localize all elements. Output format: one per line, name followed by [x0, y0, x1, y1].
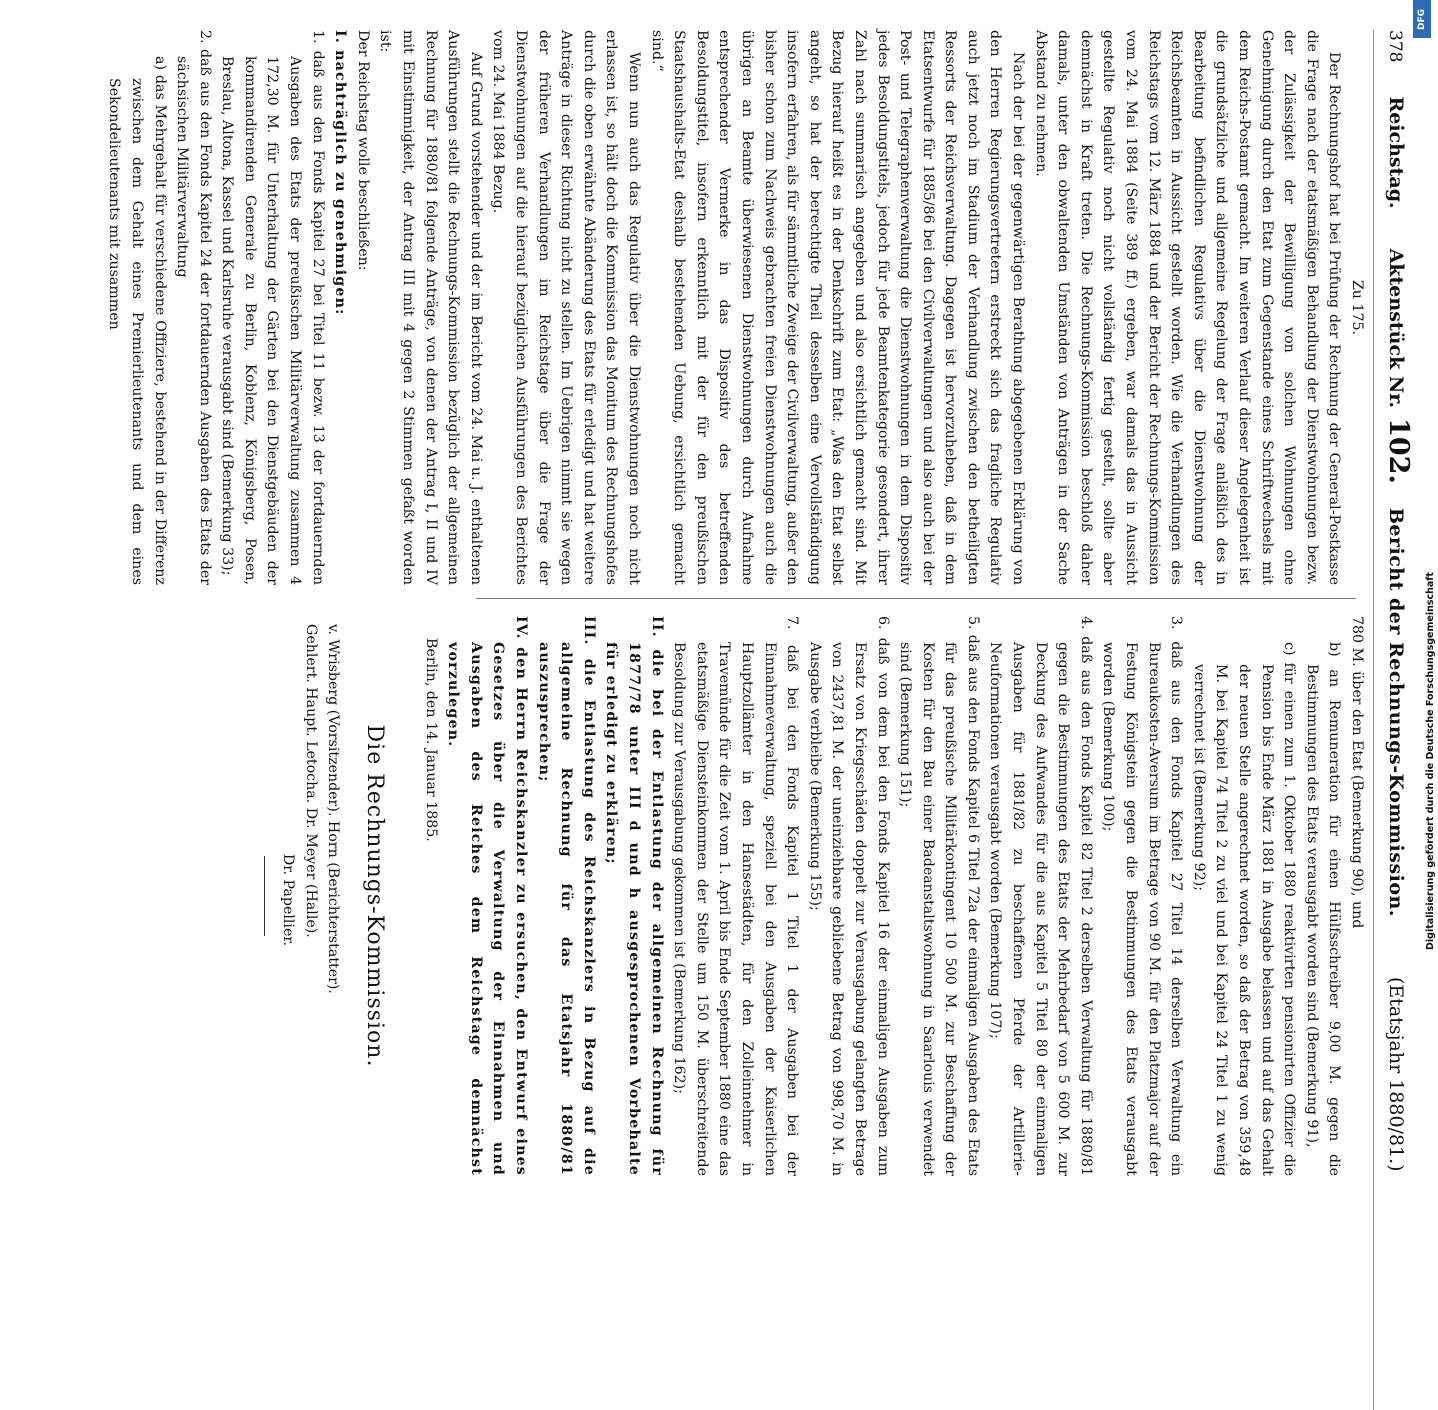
page-header	[1373, 30, 1414, 1410]
list-item: 6. daß von dem bei den Fonds Kapitel 16 der einmaligen Ausgaben zum Ersatz von Kriegsschäden doppelt zur Verausgabung gelangten Betrage von 2437,81 M. der uneinziehbare gebliebene Betrag von 998,70 M. in Ausgabe verbleibe (Bemerkung 155);	[806, 616, 891, 1176]
left-column	[103, 30, 1368, 585]
header-aktenstueck: Aktenstück Nr.	[1385, 248, 1407, 409]
list-item: 4. daß aus den Fonds Kapitel 82 Titel 2 derselben Verwaltung für 1880/81 gegen die Bestimmungen des Etats der Mehrbedarf von 5 600 M. zur Deckung des Aufwandes für die aus Kapitel 5 Titel 80 der einmaligen Ausgaben für 1881/82 zu beschaffenen Pferde der Artillerie-Neuformationen verausgabt worden (Bemerkung 107);	[987, 616, 1094, 1176]
section-label: Zu 175.	[1349, 279, 1365, 336]
header-reichstag: Reichstag.	[1385, 96, 1407, 209]
paragraph: Auf Grund vorstehender und der im Bericht vom 24. Mai u. J. enthaltenen Ausführungen stellt die Rechnungs-Kommission bezüglich der allgemeinen Rechnung für 1880/81 folgende Anträge, von denen der Antrag I, II und IV mit Einstimmigkeit, der Antrag III mit 4 gegen 2 Stimmen gefaßt worden ist:	[377, 30, 484, 585]
header-fiscal-year: (Etatsjahr 1880/81.)	[1385, 977, 1407, 1172]
paragraph: Der Rechnungshof hat bei Prüfung der Rechnung der General-Postkasse die Frage nach der etatsmäßigen Behandlung der Dienstwohnungen bezw. der Zulässigkeit der Bewilligung von solchen Wohnungen ohne Genehmigung durch den Etat zum Gegenstande eines Schriftwechsels mit dem Reichs-Postamt gemacht. Im weiteren Verlauf dieser Angelegenheit ist die grundsätzliche und allgemeine Regelung der Frage anläßlich des in Bearbeitung befindlichen Regulativs über die Dienstwohnung der Reichsbeamten in Aussicht gestellt worden. Wie die Verhandlungen des Reichstags vom 12. März 1884 und der Bericht der Rechnungs-Kommission vom 24. Mai 1884 (Seite 389 ff.) ergeben, war damals das in Aussicht gestellte Regulativ noch nicht vollständig fertig gestellt, sollte aber demnächst in Kraft treten. Die Rechnungs-Kommission beschloß daher damals, unter den obwaltenden Umständen von Anträgen in der Sache Abstand zu nehmen.	[1032, 30, 1343, 585]
signature-line: v. Wrisberg (Vorsitzender). Horn (Berichterstatter).	[325, 624, 342, 994]
page-number: 378	[1385, 30, 1405, 63]
closing-rule	[264, 856, 265, 936]
list-subitem: a) das Mehrgehalt für verschiedene Offiziere, bestehend in der Differenz zwischen dem Gehalt eines Premierlieutenants und dem eines Sekondelieutenants mit zusammen	[106, 56, 168, 585]
header-title: Bericht der Rechnungs-Kommission.	[1385, 507, 1407, 917]
right-column	[252, 616, 1368, 1176]
commission-heading: Die Rechnungs-Kommission.	[362, 724, 388, 1068]
list-item: 1. daß aus den Fonds Kapitel 27 bei Titel 11 bezw. 13 der fortdauernden Ausgaben des Etats der preußischen Militärverwaltung zusammen 4 172,30 M. für Unterhaltung der Gärten bei den Dienstgebäuden der kommandirenden Generale zu Berlin, Koblenz, Königsberg, Posen, Breslau, Altona, Kassel und Karlsruhe verausgabt sind (Bemerkung 33);	[219, 30, 326, 585]
list-item: 3. daß aus den Fonds Kapitel 27 Titel 14 derselben Verwaltung ein Bureaukosten-Aversum im Betrage von 90 M. für den Platzmajor auf der Festung Königstein gegen die Bestimmungen des Etats verausgabt worden (Bemerkung 100);	[1100, 616, 1185, 1176]
dfg-logo: DFG	[1413, 0, 1431, 38]
list-item: 7. daß bei den Fonds Kapitel 1 Titel 1 der Ausgaben bei der Einnahmeverwaltung, speziell bei den Ausgaben der Kaiserlichen Hauptzollämter in den Hansestädten, für den Zolleinnehmer in Travemünde für die Zeit vom 1. April bis Ende September 1880 eine das etatsmäßige Diensteinkommen der Stelle um 150 M. überschreitende Besoldung zur Verausgabung gekommen ist (Bemerkung 162);	[671, 616, 801, 1176]
resolution-heading: I. nachträglich zu genehmigen:	[332, 30, 349, 316]
paragraph: Wenn nun auch das Regulativ über die Dienstwohnungen noch nicht erlassen ist, so hält doch die Kommission das Monitum des Rechnungshofes durch die oben erwähnte Abänderung des Etats für erledigt und hat weitere Anträge in dieser Richtung nicht zu stellen. Im Uebrigen nimmt sie wegen der früheren Verhandlungen im Reichstage über die Frage der Dienstwohnungen auf die hierauf bezüglichen Ausführungen des Berichtes vom 24. Mai 1884 Bezug.	[490, 30, 642, 585]
list-item: 2. daß aus den Fonds Kapitel 24 der fortdauernden Ausgaben des Etats der sächsischen Militärverwaltung	[174, 30, 213, 585]
resolution-item: IV. den Herrn Reichskanzler zu ersuchen, den Entwurf eines Gesetzes über die Verwaltung der Einnahmen und Ausgaben des Reiches dem Reichstage demnächst vorzulegen.	[445, 616, 530, 1176]
signature-line: Gehlert. Haupt. Letocha. Dr. Meyer (Halle).	[302, 624, 319, 938]
paragraph: Nach der bei der gegenwärtigen Berathung abgegebenen Erklärung von den Herren Regierungsvertretern erstreckt sich das fragliche Regulativ auch jetzt noch im Stadium der Verhandlung zwischen den betheiligten Ressorts der Reichsverwaltung. Dagegen ist hervorzuheben, daß in dem Etatsentwurfe für 1885/86 bei den Civilverwaltungen und also auch bei der Post- und Telegraphenverwaltung die Dienstwohnungen in dem Dispositiv jedes Besoldungstitels, jedoch für jede Beamtenkategorie gesondert, ihrer Zahl nach summarisch angegeben und also ersichtlich gemacht sind. Mit Bezug hierauf heißt es in der Denkschrift zum Etat: „Was den Etat selbst angeht, so hat der berechtigte Theil desselben eine Vervollständigung insofern erfahren, als für sämmtliche Zweige der Civilverwaltung, außer den bisher schon zum Nachweis gebrachten freien Dienstwohnungen auch die übrigen an Beamte überwiesenen Dienstwohnungen durch Aufnahme entsprechender Vermerke in das Dispositiv des betreffenden Besoldungstitel, insofern erkenntlich mit der für den preußischen Staatshaushalts-Etat deshalb bestehenden Uebung, ersichtlich gemacht sind.“	[648, 30, 1027, 585]
signature-line: Dr. Papellier.	[280, 853, 297, 947]
list-subitem: c) für einen zum 1. Oktober 1880 reaktivirten pensionirten Offizier die Pension bis Ende März 1881 in Ausgabe belassen und auf das Gehalt der neuen Stelle angerechnet worden, so daß der Betrag von 359,48 M. bei Kapitel 74 Titel 2 zu viel und bei Kapitel 24 Titel 1 zu wenig verrechnet ist (Bemerkung 92);	[1190, 642, 1298, 1176]
resolution-item: III. die Entlastung des Reichskanzlers in Bezug auf die allgemeine Rechnung für das Etatsjahr 1880/81 auszusprechen;	[535, 616, 597, 1176]
resolution-item: II. die bei der Entlastung der allgemeinen Rechnung für 1877/78 unter III d und h ausgesprochenen Vorbehalte für erledigt zu erklären;	[603, 616, 665, 1176]
paragraph: 780 M. über den Etat (Bemerkung 90), und	[1349, 616, 1365, 929]
header-document-number: 102.	[1383, 418, 1414, 484]
digitization-note	[1422, 572, 1438, 950]
date-line: Berlin, den 14. Januar 1885.	[422, 638, 439, 842]
list-item: 5. daß aus den Fonds Kapitel 6 Titel 72a der einmaligen Ausgaben des Etats für das preußische Militärkontingent 10 500 M. zur Beschaffung der Kosten für den Bau einer Badeanstaltswohnung in Saarlouis verwendet sind (Bemerkung 151);	[897, 616, 981, 1176]
list-subitem: b) an Remuneration für einen Hülfsschreiber 9,00 M. gegen die Bestimmungen des Etats verausgabt worden sind (Bemerkung 91),	[1303, 642, 1343, 1176]
resolution-intro: Der Reichstag wolle beschließen:	[354, 30, 371, 271]
column-divider	[476, 598, 1356, 599]
digitization-note-text: Digitalisierung gefördert durch die Deutsche Forschungsgemeinschaft	[1424, 572, 1436, 950]
